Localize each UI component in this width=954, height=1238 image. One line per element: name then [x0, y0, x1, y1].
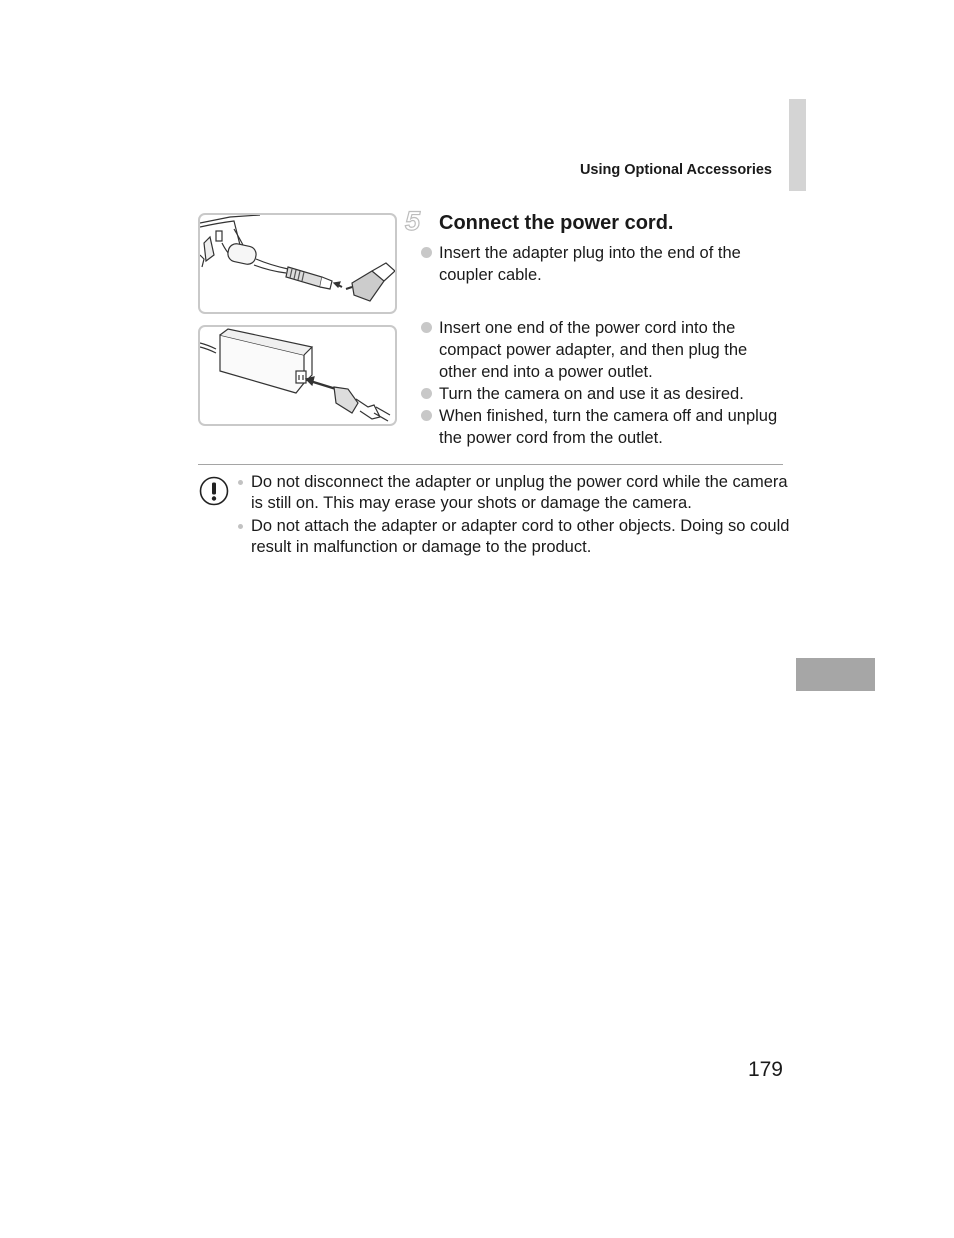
chapter-index-tab	[796, 658, 875, 691]
step-title: Connect the power cord.	[439, 212, 674, 234]
divider	[198, 464, 783, 465]
bullet-icon	[421, 322, 432, 333]
page-number: 179	[747, 1058, 783, 1081]
bullet-icon	[238, 524, 243, 529]
list-item: Do not attach the adapter or adapter cord to other objects. Doing so could result in malfunction or damage to the product.	[235, 516, 795, 558]
list-item: Do not disconnect the adapter or unplug the power cord while the camera is still on. This may erase your shots or damage the camera.	[235, 472, 795, 514]
list-item: Turn the camera on and use it as desired.	[419, 383, 789, 405]
list-item: Insert the adapter plug into the end of the coupler cable.	[419, 242, 789, 286]
step-instructions-b	[419, 317, 789, 449]
exclamation-circle-icon	[199, 476, 229, 506]
chapter-tab-indicator	[789, 99, 806, 191]
list-item: Insert one end of the power cord into the compact power adapter, and then plug the other end into a power outlet.	[419, 317, 789, 383]
list-item: When finished, turn the camera off and unplug the power cord from the outlet.	[419, 405, 789, 449]
bullet-icon	[421, 410, 432, 421]
power-adapter-drawing	[200, 327, 395, 424]
power-adapter-illustration	[198, 325, 397, 426]
bullet-icon	[238, 480, 243, 485]
bullet-icon	[421, 388, 432, 399]
step-number: 5	[405, 206, 421, 236]
caution-notes	[235, 472, 795, 560]
step-instructions-a	[419, 242, 789, 286]
coupler-plug-drawing	[200, 215, 395, 312]
coupler-cable-illustration	[198, 213, 397, 314]
section-header: Using Optional Accessories	[579, 162, 772, 178]
bullet-icon	[421, 247, 432, 258]
